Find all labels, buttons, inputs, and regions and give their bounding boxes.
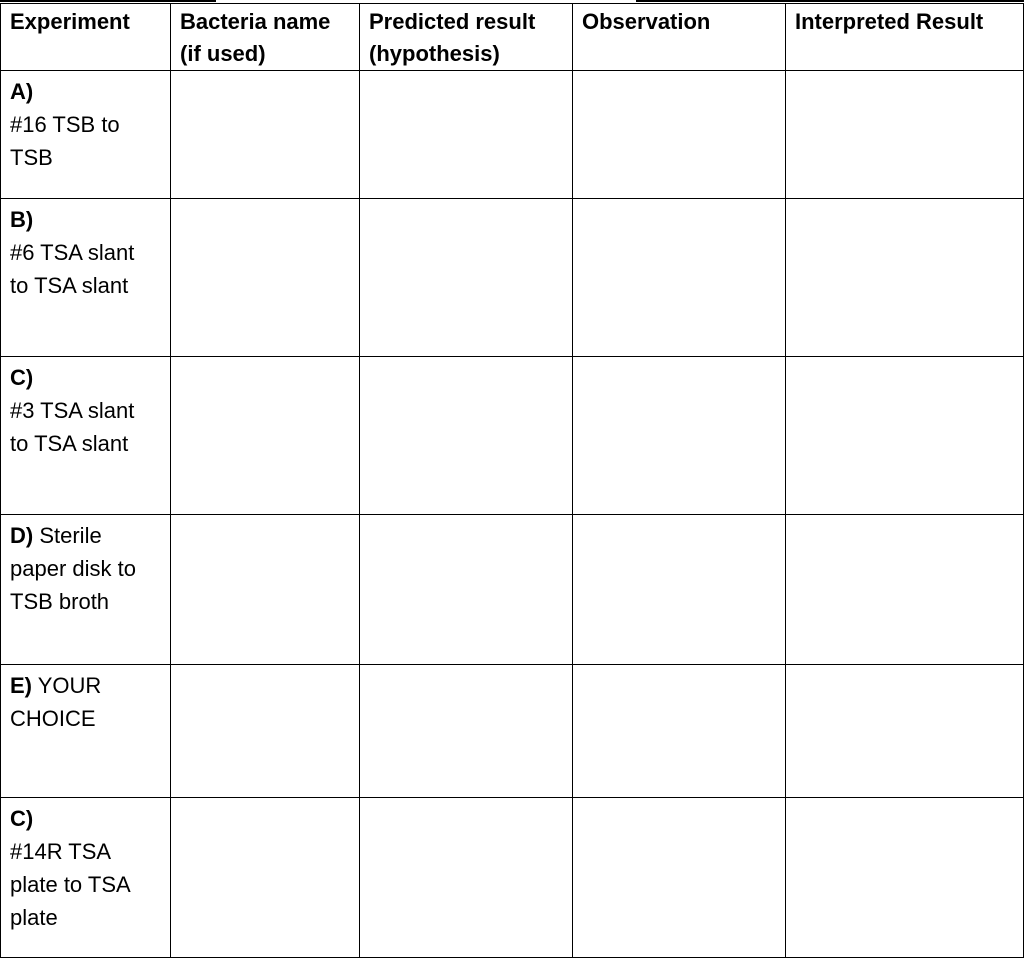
experiment-letter: E) (10, 673, 32, 698)
table-row (1, 199, 1024, 357)
predicted-result-cell[interactable] (360, 798, 573, 958)
experiment-cell (1, 357, 171, 515)
interpreted-result-cell[interactable] (786, 199, 1024, 357)
header-predicted-result (360, 4, 573, 71)
experiment-cell (1, 71, 171, 199)
observation-cell[interactable] (573, 798, 786, 958)
experiment-text-line: to TSA slant (10, 273, 129, 298)
experiment-cell (1, 515, 171, 665)
bacteria-name-cell[interactable] (171, 665, 360, 798)
experiment-letter: C) (10, 365, 34, 390)
bacteria-name-cell[interactable] (171, 798, 360, 958)
header-bacteria-name-line1: Bacteria name (180, 9, 331, 34)
predicted-result-cell[interactable] (360, 357, 573, 515)
table-row (1, 71, 1024, 199)
table-row (1, 798, 1024, 958)
experiment-text-line: #14R TSA (10, 839, 112, 864)
header-row (1, 4, 1024, 71)
header-observation (573, 4, 786, 71)
predicted-result-cell[interactable] (360, 199, 573, 357)
header-predicted-result-line2: (hypothesis) (369, 41, 500, 66)
experiment-cell (1, 199, 171, 357)
experiment-cell (1, 665, 171, 798)
table-row (1, 357, 1024, 515)
bacteria-name-cell[interactable] (171, 71, 360, 199)
experiment-text-line: to TSA slant (10, 431, 129, 456)
header-observation-text: Observation (582, 9, 711, 34)
predicted-result-cell[interactable] (360, 515, 573, 665)
experiment-text-line: CHOICE (10, 706, 96, 731)
table-row (1, 665, 1024, 798)
experiment-text-inline: Sterile (33, 523, 102, 548)
header-interpreted-result-text: Interpreted Result (795, 9, 984, 34)
header-experiment (1, 4, 171, 71)
experiment-letter: D) (10, 523, 34, 548)
interpreted-result-cell[interactable] (786, 357, 1024, 515)
experiment-first-line (10, 519, 162, 552)
experiment-text-line: plate to TSA (10, 872, 131, 897)
predicted-result-cell[interactable] (360, 665, 573, 798)
observation-cell[interactable] (573, 515, 786, 665)
experiment-text-line: #6 TSA slant (10, 240, 135, 265)
experiment-text-line: #3 TSA slant (10, 398, 135, 423)
experiment-first-line (10, 669, 162, 702)
observation-cell[interactable] (573, 199, 786, 357)
lab-results-table (0, 3, 1024, 958)
header-bacteria-name-line2: (if used) (180, 41, 266, 66)
header-bacteria-name (171, 4, 360, 71)
experiment-letter: B) (10, 207, 34, 232)
top-rule-right (636, 0, 1024, 2)
experiment-letter: A) (10, 79, 34, 104)
observation-cell[interactable] (573, 357, 786, 515)
interpreted-result-cell[interactable] (786, 515, 1024, 665)
table-row (1, 515, 1024, 665)
experiment-text-line: plate (10, 905, 58, 930)
top-rule-left (0, 0, 216, 2)
experiment-text-line: paper disk to (10, 556, 136, 581)
bacteria-name-cell[interactable] (171, 515, 360, 665)
header-interpreted-result (786, 4, 1024, 71)
experiment-text-line: TSB broth (10, 589, 110, 614)
interpreted-result-cell[interactable] (786, 798, 1024, 958)
bacteria-name-cell[interactable] (171, 357, 360, 515)
experiment-text-line: #16 TSB to (10, 112, 120, 137)
experiment-cell (1, 798, 171, 958)
bacteria-name-cell[interactable] (171, 199, 360, 357)
experiment-text-line: TSB (10, 145, 53, 170)
observation-cell[interactable] (573, 665, 786, 798)
interpreted-result-cell[interactable] (786, 71, 1024, 199)
interpreted-result-cell[interactable] (786, 665, 1024, 798)
experiment-text-inline: YOUR (32, 673, 102, 698)
header-predicted-result-line1: Predicted result (369, 9, 536, 34)
header-experiment-text: Experiment (10, 9, 130, 34)
experiment-letter: C) (10, 806, 34, 831)
observation-cell[interactable] (573, 71, 786, 199)
predicted-result-cell[interactable] (360, 71, 573, 199)
